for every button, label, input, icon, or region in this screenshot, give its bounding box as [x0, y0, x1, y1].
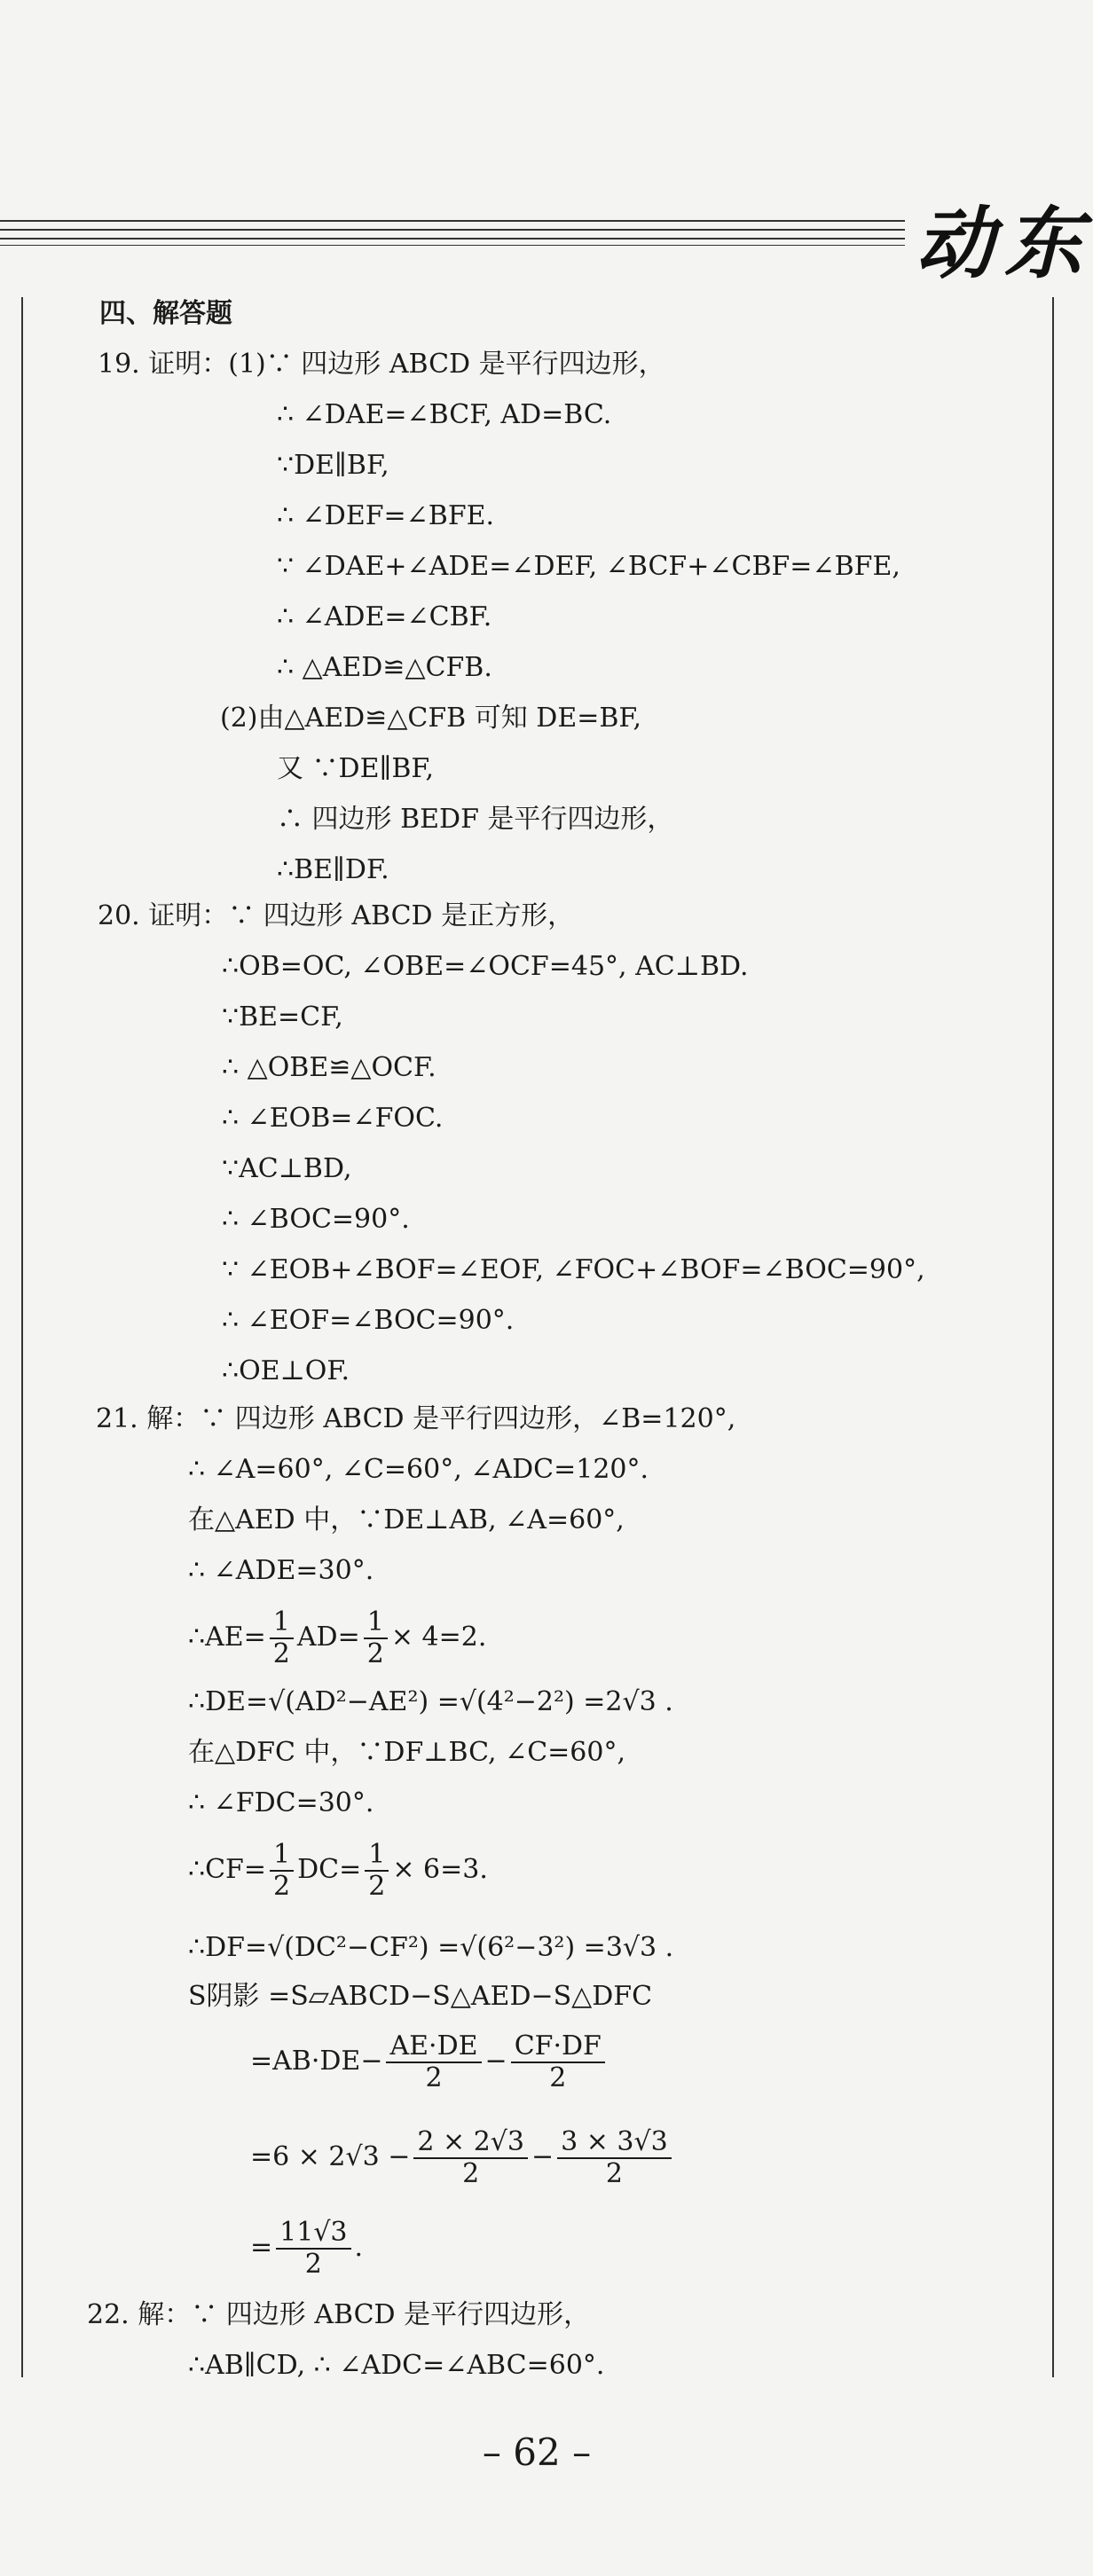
p19-line: ∴ ∠DEF=∠BFE.: [277, 500, 495, 531]
p20-line: ∴OB=OC, ∠OBE=∠OCF=45°, AC⊥BD.: [222, 951, 749, 982]
p19-line: ∵ ∠DAE+∠ADE=∠DEF, ∠BCF+∠CBF=∠BFE,: [277, 551, 900, 582]
numerator: 11√3: [276, 2218, 350, 2250]
p22-line: ∴AB∥CD, ∴ ∠ADC=∠ABC=60°.: [188, 2350, 605, 2381]
numerator: 1: [270, 1840, 294, 1872]
header-rule: [0, 229, 905, 231]
text: ∴CF=: [188, 1854, 266, 1885]
fraction: [365, 1840, 389, 1902]
text: =6 × 2√3 −: [250, 2141, 411, 2172]
numerator: 2 × 2√3: [413, 2127, 528, 2159]
text: × 6=3.: [392, 1854, 488, 1885]
p21-fraction-line: [188, 1840, 488, 1902]
p20-line: ∵ ∠EOB+∠BOF=∠EOF, ∠FOC+∠BOF=∠BOC=90°,: [222, 1254, 925, 1285]
left-border: [21, 297, 23, 2377]
p19-line: ∴ 四边形 BEDF 是平行四边形，: [277, 804, 674, 835]
p20-line: ∵BE=CF,: [222, 1001, 343, 1033]
p22-line: 22. 解：∵ 四边形 ABCD 是平行四边形，: [87, 2299, 591, 2330]
p20-line: ∵AC⊥BD,: [222, 1153, 352, 1184]
p20-line: 20. 证明：∵ 四边形 ABCD 是正方形，: [98, 900, 575, 931]
text: × 4=2.: [390, 1622, 487, 1653]
numerator: 3 × 3√3: [557, 2127, 672, 2159]
numerator: CF·DF: [511, 2031, 605, 2063]
p20-line: ∴ △OBE≌△OCF.: [222, 1052, 436, 1083]
p20-line: ∴ ∠BOC=90°.: [222, 1204, 410, 1235]
p21-fraction-line: [250, 2031, 609, 2093]
fraction: [386, 2031, 481, 2093]
header-rule: [0, 245, 905, 246]
p19-line: (2)由△AED≌△CFB 可知 DE=BF,: [220, 703, 642, 734]
p19-line: ∴ ∠DAE=∠BCF, AD=BC.: [277, 399, 612, 430]
p21-line: ∴DE=√(AD²−AE²) =√(4²−2²) =2√3 .: [188, 1686, 673, 1717]
denominator: 2: [425, 2062, 443, 2093]
p21-line: ∴ ∠FDC=30°.: [188, 1787, 374, 1818]
p21-line: ∴ ∠A=60°, ∠C=60°, ∠ADC=120°.: [188, 1454, 649, 1485]
p20-line: ∴ ∠EOF=∠BOC=90°.: [222, 1305, 515, 1336]
denominator: 2: [366, 1638, 384, 1669]
fraction: [276, 2218, 350, 2280]
section-title: 四、解答题: [99, 298, 232, 329]
denominator: 2: [605, 2158, 623, 2189]
p19-line: ∴ ∠ADE=∠CBF.: [277, 601, 492, 632]
text: =AB·DE−: [250, 2046, 383, 2077]
denominator: 2: [549, 2062, 567, 2093]
denominator: 2: [273, 1871, 291, 1902]
fraction: [557, 2127, 672, 2189]
p21-fraction-line: [188, 1607, 486, 1669]
text: DC=: [297, 1854, 362, 1885]
fraction: [413, 2127, 528, 2189]
p21-line: 在△AED 中，∵DE⊥AB, ∠A=60°,: [188, 1504, 625, 1535]
p19-line: 又 ∵DE∥BF,: [277, 753, 435, 784]
text: ∴AE=: [188, 1622, 266, 1653]
p21-line: ∴DF=√(DC²−CF²) =√(6²−3²) =3√3 .: [188, 1932, 674, 1963]
p20-line: ∴OE⊥OF.: [222, 1355, 350, 1386]
text: AD=: [296, 1622, 360, 1653]
p19-line: ∴ △AED≌△CFB.: [277, 652, 492, 683]
p21-line: 在△DFC 中，∵DF⊥BC, ∠C=60°,: [188, 1737, 626, 1768]
header-rule: [0, 220, 905, 222]
p19-line: ∴BE∥DF.: [277, 854, 389, 885]
numerator: 1: [365, 1840, 389, 1872]
p21-line: 21. 解：∵ 四边形 ABCD 是平行四边形，∠B=120°,: [96, 1403, 736, 1434]
header-rule: [0, 238, 905, 240]
numerator: AE·DE: [386, 2031, 481, 2063]
p21-line: S阴影 =S▱ABCD−S△AED−S△DFC: [188, 1981, 653, 2012]
fraction: [511, 2031, 605, 2093]
text: −: [484, 2046, 507, 2077]
text: .: [354, 2232, 364, 2263]
text: =: [250, 2232, 273, 2263]
fraction: [270, 1607, 294, 1669]
denominator: 2: [462, 2158, 480, 2189]
fraction: [270, 1840, 294, 1902]
fraction: [364, 1607, 388, 1669]
denominator: 2: [304, 2249, 322, 2280]
page-number: – 62 –: [482, 2431, 592, 2474]
p21-fraction-line: [250, 2218, 363, 2280]
denominator: 2: [368, 1871, 386, 1902]
p19-line: ∵DE∥BF,: [277, 450, 389, 481]
header-brand-text: 动东: [916, 198, 1093, 289]
numerator: 1: [270, 1607, 294, 1639]
p20-line: ∴ ∠EOB=∠FOC.: [222, 1103, 444, 1134]
numerator: 1: [364, 1607, 388, 1639]
p21-fraction-line: [250, 2127, 675, 2189]
p19-line: 19. 证明：(1)∵ 四边形 ABCD 是平行四边形，: [98, 349, 665, 380]
p21-line: ∴ ∠ADE=30°.: [188, 1555, 374, 1586]
denominator: 2: [272, 1638, 290, 1669]
right-border: [1052, 297, 1054, 2377]
text: −: [531, 2141, 554, 2172]
